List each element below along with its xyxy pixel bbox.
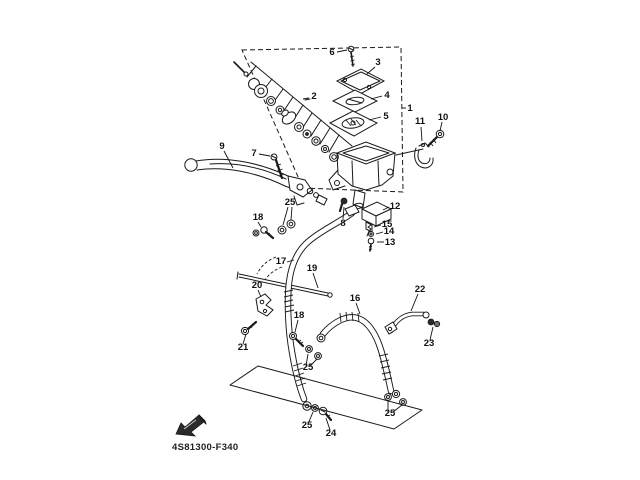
callout-16: 16: [349, 293, 361, 304]
bottom-reference-plane: [230, 366, 422, 429]
callout-6: 6: [329, 47, 335, 58]
callout-15: 15: [381, 219, 393, 230]
callout-17: 17: [275, 256, 287, 267]
hose-16-end-eye: [392, 390, 399, 397]
callout-leader-25: [291, 207, 292, 220]
callout-18: 18: [252, 212, 264, 223]
callout-5: 5: [383, 111, 389, 122]
callout-leader-4: [371, 96, 382, 99]
reservoir-cap-3: [337, 69, 384, 94]
callout-leader-19: [313, 273, 318, 288]
callout-4: 4: [384, 90, 390, 101]
callout-21: 21: [237, 342, 249, 353]
piston-cup: [295, 123, 304, 132]
lever-bolt-18: [253, 227, 273, 238]
brake-hose-17: [284, 205, 359, 410]
pipe-bolt-23: [428, 319, 440, 327]
switch-washer-14: [369, 232, 374, 237]
callout-24: 24: [325, 428, 337, 439]
callout-leader-16: [356, 303, 360, 314]
cup-second: [312, 137, 320, 145]
callout-12: 12: [389, 201, 401, 212]
callout-leader-22: [411, 294, 418, 311]
callout-9: 9: [219, 141, 225, 152]
diaphragm-5: [330, 111, 377, 136]
callout-7: 7: [251, 148, 257, 159]
callout-leader-11: [421, 127, 422, 141]
hose-16-left-eye: [317, 334, 325, 342]
callout-23: 23: [423, 338, 435, 349]
callout-leader-10: [440, 122, 442, 131]
callout-leader-6: [337, 50, 347, 52]
callout-18: 18: [293, 310, 305, 321]
callout-13: 13: [384, 237, 396, 248]
callout-25: 25: [284, 197, 296, 208]
bracket-bolt-21: [241, 322, 256, 335]
cap-screw-6: [348, 46, 355, 66]
callout-layer: [219, 47, 448, 439]
callout-leader-2: [303, 98, 309, 99]
callout-25: 25: [301, 420, 313, 431]
callout-25: 25: [302, 362, 314, 373]
lever-washers-25: [278, 220, 295, 234]
boot: [249, 79, 268, 98]
callout-11: 11: [414, 116, 426, 127]
callout-leader-7: [259, 154, 270, 156]
callout-2: 2: [311, 91, 317, 102]
callout-20: 20: [251, 280, 263, 291]
callout-22: 22: [414, 284, 426, 295]
washer-mid: [303, 130, 311, 138]
figure-code: 4S81300-F340: [172, 442, 239, 453]
callout-25: 25: [384, 408, 396, 419]
clamp-bolt-10: [428, 130, 444, 146]
piston-kit-assembly-2: [234, 62, 352, 161]
hose-bracket-20: [256, 294, 273, 316]
callout-leader-14: [376, 232, 383, 234]
pushrod-pin: [234, 62, 248, 76]
junction-nuts-25: [306, 346, 322, 360]
callout-19: 19: [306, 263, 318, 274]
callout-leader-18: [295, 320, 298, 332]
circlip: [267, 97, 276, 106]
switch-screw-13: [368, 238, 374, 251]
washer-end: [321, 145, 328, 152]
callout-8: 8: [340, 218, 346, 229]
callout-leader-20: [258, 290, 261, 297]
brake-lever-9: [185, 159, 327, 205]
callout-3: 3: [375, 57, 381, 68]
handlebar-clamp-11: [415, 143, 433, 168]
callout-leader-5: [369, 117, 381, 120]
pivot-screw-7: [271, 154, 284, 178]
fwd-arrow-icon: [176, 415, 206, 436]
callout-14: 14: [383, 226, 395, 237]
callout-leader-3: [367, 67, 375, 74]
callout-10: 10: [437, 112, 449, 123]
brake-pipe-22: [385, 312, 429, 334]
callout-1: 1: [407, 103, 413, 114]
diaphragm-plate-4: [333, 90, 377, 112]
